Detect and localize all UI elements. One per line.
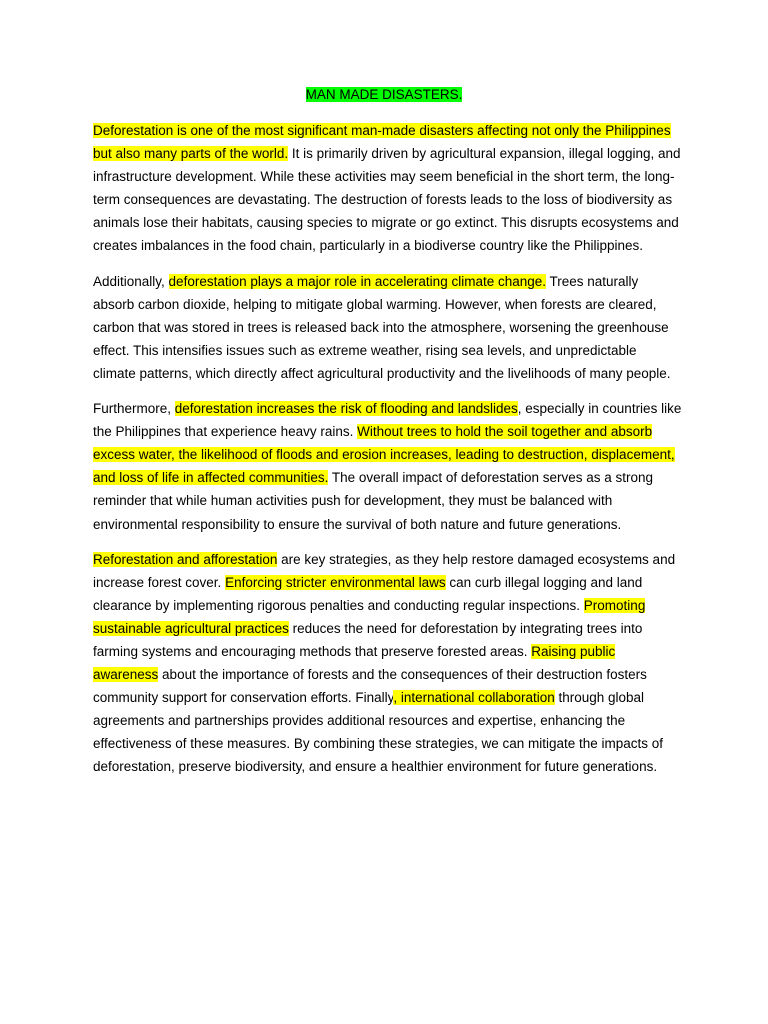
highlighted-text: deforestation plays a major role in accelerating climate change.	[168, 273, 546, 289]
paragraph	[93, 548, 683, 779]
highlighted-text: Reforestation and afforestation	[93, 551, 278, 567]
paragraph-text: Furthermore,	[93, 401, 175, 417]
paragraph-text: , especially in countries like the Philippines that experience heavy rains.	[93, 401, 682, 440]
paragraph-text: It is primarily driven by agricultural expansion, illegal logging, and infrastructure development. While these activities may seem beneficial in the short term, the long-term consequences are devastating. The destruction of forests leads to the loss of biodiversity as animals lose their habitats, causing species to migrate or go extinct. This disrupts ecosystems and creates imbalances in the food chain, particularly in a biodiverse country like the Philippines.	[93, 146, 681, 254]
paragraph-text: Additionally,	[93, 273, 169, 289]
paragraph	[93, 270, 683, 385]
paragraph	[93, 119, 683, 258]
paragraph-text: are key strategies, as they help restore damaged ecosystems and increase forest cover.	[93, 551, 676, 590]
paragraph-text: can curb illegal logging and land clearance by implementing rigorous penalties and conducting regular inspections.	[93, 574, 643, 613]
document-body	[93, 119, 683, 791]
highlighted-text: Raising public awareness	[93, 643, 616, 683]
paragraph	[93, 397, 683, 536]
paragraph-text: reduces the need for deforestation by integrating trees into farming systems and encouraging methods that preserve forested areas.	[93, 620, 643, 659]
highlighted-text: Deforestation is one of the most significant man-made disasters affecting not only the Philippines but also many parts of the world.	[93, 123, 671, 162]
paragraph-text: through global agreements and partnerships provides additional resources and expertise, enhancing the effectiveness of these measures. By combining these strategies, we can mitigate the impacts of deforestation, preserve biodiversity, and ensure a healthier environment for future generations.	[93, 690, 664, 775]
paragraph-text: Trees naturally absorb carbon dioxide, helping to mitigate global warming. However, when forests are cleared, carbon that was stored in trees is released back into the atmosphere, worsening the greenhouse effect. This intensifies issues such as extreme weather, rising sea levels, and unpredictable climate patterns, which directly affect agricultural productivity and the livelihoods of many people.	[93, 273, 671, 381]
highlighted-text: Promoting sustainable agricultural practices	[93, 597, 646, 636]
highlighted-text: Without trees to hold the soil together and absorb excess water, the likelihood of floods and erosion increases, leading to destruction, displacement, and loss of life in affected communities.	[93, 424, 675, 486]
highlighted-text: Enforcing stricter environmental laws	[225, 574, 446, 590]
paragraph-text: about the importance of forests and the consequences of their destruction fosters community support for conservation efforts. Finally	[93, 667, 647, 706]
document-title-block	[0, 86, 768, 104]
highlighted-text: , international collaboration	[393, 690, 555, 706]
document-title: MAN MADE DISASTERS.	[305, 87, 463, 102]
highlighted-text: deforestation increases the risk of flooding and landslides	[174, 401, 518, 417]
paragraph-text: The overall impact of deforestation serves as a strong reminder that while human activities push for development, they must be balanced with environmental responsibility to ensure the survival of both nature and future generations.	[93, 470, 654, 532]
